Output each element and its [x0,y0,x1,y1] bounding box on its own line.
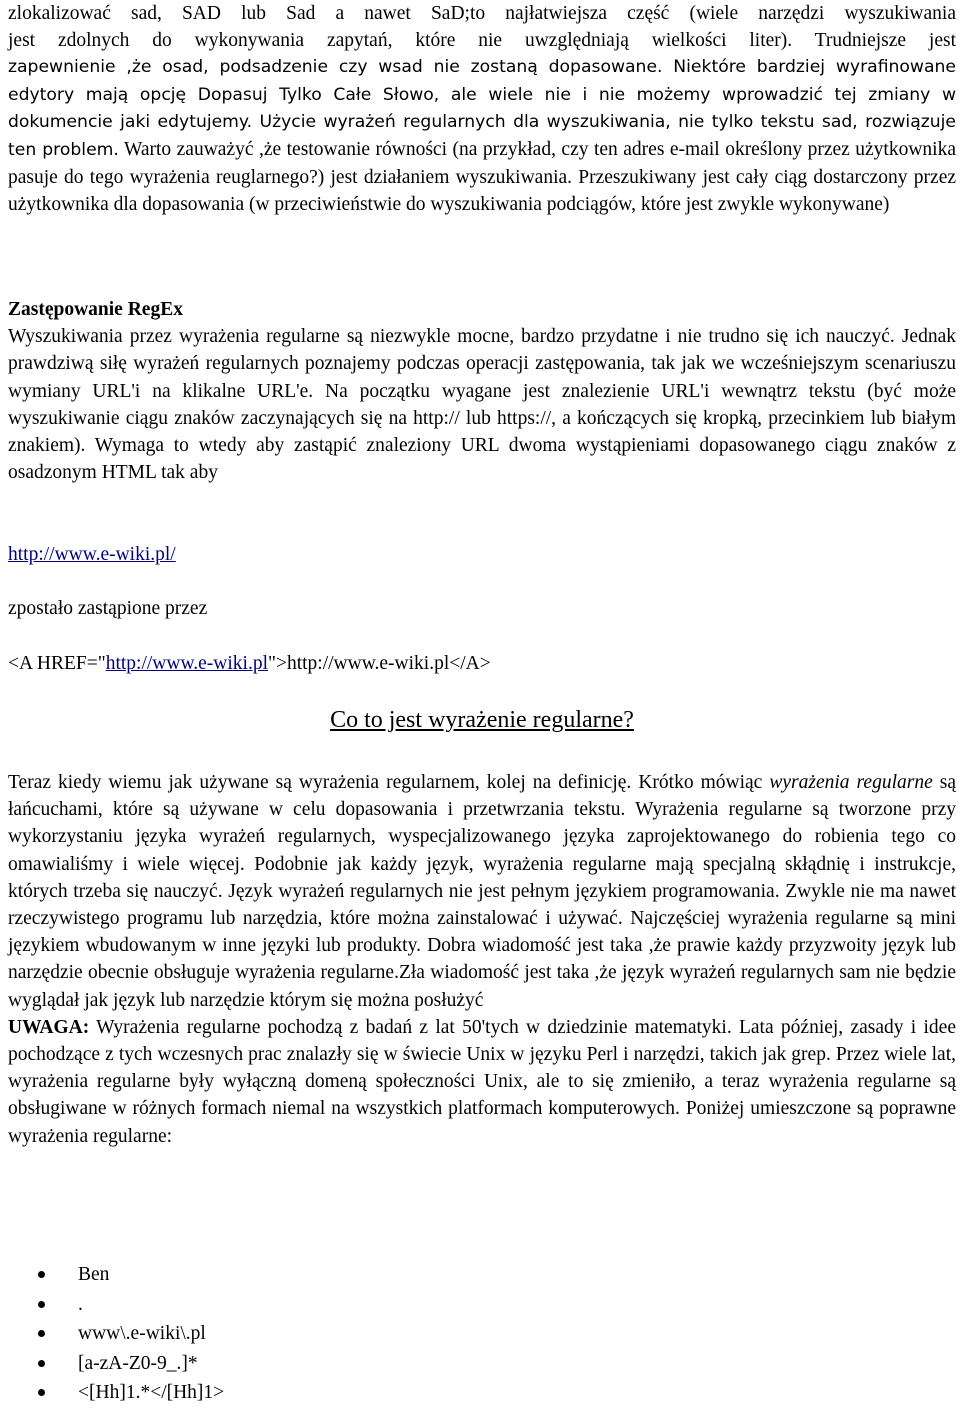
example-url-block [8,541,956,568]
section-title-what-is-regex: Co to jest wyrażenie regularne? [330,707,634,733]
replacement-code-block [8,650,956,677]
replaced-label: zpostało zastąpione przez [8,598,208,619]
bullet-icon [38,1389,45,1396]
list-item [8,1349,956,1379]
what-is-regex-title-block [8,705,956,735]
intro-paragraph [8,0,956,219]
code-link[interactable]: http://www.e-wiki.pl [105,653,268,674]
definition-text-a: Teraz kiedy wiemu jak używane są wyrażenia regularnem, kolej na definicję. Krótko mówiąc [8,772,770,793]
regex-replace-section [8,296,956,486]
intro-serif-text: Warto zauważyć ,że testowanie równości (na przykład, czy ten adres e-mail określony przez użytkownika pasuje do tego wyrażenia reuglarnego?) jest działaniem wyszukiwania. Przeszukiwany jest cały ciąg dostarczony przez użytkownika dla dopasowania (w przeciwieństwie do wyszukiwania podciągów, które jest zwykle wykonywane) [8,139,956,216]
example-text: . [78,1293,83,1315]
note-label: UWAGA: [8,1016,90,1038]
list-item [8,1290,956,1320]
intro-line-2: jest zdolnych do wykonywania zapytań, które nie uwzględniają wielkości liter). Trudniejsze jest [8,30,956,52]
note-paragraph [8,1014,956,1150]
example-text: [a-zA-Z0-9_.]* [78,1352,198,1374]
list-item [8,1378,956,1408]
intro-line-1: zlokalizować sad, SAD lub Sad a nawet SaD;to najłatwiejsza część (wiele narzędzi wyszukiwania [8,3,956,24]
example-text: www\.e-wiki\.pl [78,1323,206,1344]
example-text: Ben [78,1264,110,1285]
definition-italic-term: wyrażenia regularne [769,772,933,793]
intro-rest [8,54,956,218]
bullet-icon [38,1360,45,1367]
bullet-icon [38,1330,45,1337]
definition-text-b: są łańcuchami, które są używane w celu dopasowania i przetwrzania tekstu. Wyrażenia regularne są tworzone przy wykorzystaniu języka wyrażeń regularnych, wyspecjalizowanego języka zaprojektowanego do robienia tego co omawialiśmy i wiele więcej. Podobnie jak każdy język, wyrażenia regularne mają specjalną skłądnię i instrukcje, których trzeba się nauczyć. Język wyrażeń regularnych nie jest pełnym językiem programowania. Zwykle nie ma nawet rzeczywistego programu lub narzędzia, które można zainstalować i używać. Najczęściej wyrażenia regularne są mini językiem wbudowanym w inne języki lub produkty. Dobra wiadomość jest taka ,że prawie każdy przyzwoity język lub narzędzie obecnie obsługuje wyrażenia regularne.Zła wiadomość jest taka ,że język wyrażeń regularnych sam nie będzie wyglądał jak język lub narzędzie którym się można posłużyć [8,772,957,1011]
code-prefix: <A HREF=" [8,653,106,674]
section-heading-regex: Zastępowanie RegEx [8,299,183,320]
replaced-label-block [8,595,956,622]
code-suffix: ">http://www.e-wiki.pl</A> [268,653,491,674]
regex-replace-paragraph: Wyszukiwania przez wyrażenia regularne są niezwykle mocne, bardzo przydatne i nie trudno się ich nauczyć. Jednak prawdziwą siłę wyrażeń regularnych poznajemy podczas operacji zastępowania, tak jak we wcześniejszym scenariuszu wymiany URL'i na klikalne URL'e. Na początku wyagane jest znalezienie URL'i wewnątrz tekstu (być może wyszukiwanie ciągu znaków zaczynających się na http:// lub https://, a kończących się kropką, przecinkiem lub białym znakiem). Wymaga to wtedy aby zastąpić znaleziony URL dwoma wystąpieniami dopasowanego ciągu znaków z osadzonym HTML tak aby [8,326,956,484]
definition-paragraph [8,769,956,1014]
examples-list-block [8,1260,956,1408]
list-item [8,1319,956,1349]
list-item [8,1260,956,1290]
definition-section [8,769,956,1150]
example-url-link[interactable]: http://www.e-wiki.pl/ [8,544,176,565]
example-text: <[Hh]1.*</[Hh]1> [78,1382,225,1403]
regex-examples-list [8,1260,956,1408]
bullet-icon [38,1271,45,1278]
intro-sans-text: zapewnienie ,że osad, podsadzenie czy wsad nie zostaną dopasowane. Niektóre bardziej wyrafinowane edytory mają opcję Dopasuj Tylko Całe Słowo, ale wiele nie i nie możemy wprowadzić tej zmiany w dokumencie jaki edytujemy. Użycie wyrażeń regularnych dla wyszukiwania, nie tylko tekstu sad, rozwiązuje ten problem. [8,57,956,161]
bullet-icon [38,1301,45,1308]
note-text: Wyrażenia regularne pochodzą z badań z lat 50'tych w dziedzinie matematyki. Lata później, zasady i idee pochodzące z tych wczesnych prac znalazły się w świecie Unix w języku Perl i narzędzi, takich jak grep. Przez wiele lat, wyrażenia regularne były wyłączną domeną społeczności Unix, ale to się zmieniło, a teraz wyrażenia regularne są obsługiwane w różnych formach niemal na wszystkich platformach komputerowych. Poniżej umieszczone są poprawne wyrażenia regularne: [8,1016,956,1147]
